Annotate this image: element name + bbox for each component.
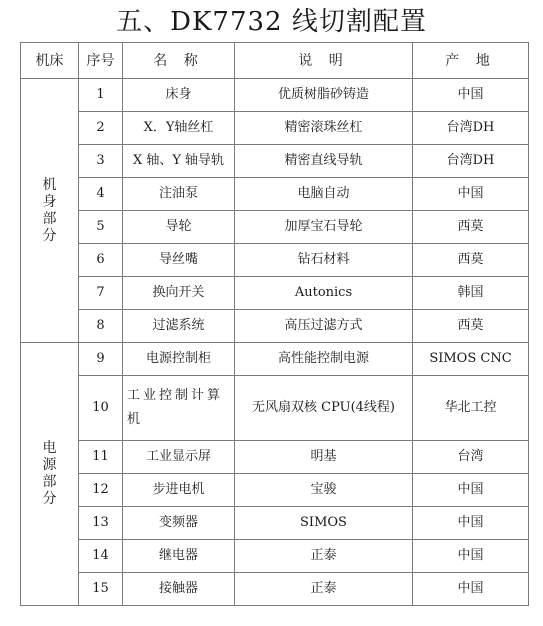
table-row <box>21 277 529 310</box>
row-number: 8 <box>79 310 123 343</box>
row-name: 电源控制柜 <box>123 343 235 376</box>
header-description: 说 明 <box>235 43 413 79</box>
row-origin: 台湾DH <box>413 145 529 178</box>
row-description: 明基 <box>235 441 413 474</box>
row-number: 3 <box>79 145 123 178</box>
header-machine-section: 机床 <box>21 43 79 79</box>
row-name: 注油泵 <box>123 178 235 211</box>
row-number: 14 <box>79 540 123 573</box>
row-description: 无风扇双核 CPU(4线程) <box>235 376 413 441</box>
row-origin: 西莫 <box>413 244 529 277</box>
table-row <box>21 211 529 244</box>
row-description: 精密直线导轨 <box>235 145 413 178</box>
row-origin: 韩国 <box>413 277 529 310</box>
row-origin: 中国 <box>413 178 529 211</box>
row-description: 高压过滤方式 <box>235 310 413 343</box>
row-description: 优质树脂砂铸造 <box>235 79 413 112</box>
table-row <box>21 112 529 145</box>
table-row <box>21 178 529 211</box>
row-number: 13 <box>79 507 123 540</box>
row-description: 正泰 <box>235 540 413 573</box>
header-serial-number: 序号 <box>79 43 123 79</box>
row-origin: SIMOS CNC <box>413 343 529 376</box>
row-origin: 中国 <box>413 79 529 112</box>
row-origin: 西莫 <box>413 310 529 343</box>
table-row <box>21 343 529 376</box>
table-row <box>21 507 529 540</box>
table-row <box>21 79 529 112</box>
row-name: 步进电机 <box>123 474 235 507</box>
row-name: X 轴、Y 轴导轨 <box>123 145 235 178</box>
row-description: 高性能控制电源 <box>235 343 413 376</box>
row-origin: 西莫 <box>413 211 529 244</box>
group-label-machine-body: 机身部分 <box>21 79 79 343</box>
row-name: 工业控制计算机 <box>123 376 235 441</box>
row-origin: 中国 <box>413 507 529 540</box>
row-name: 导轮 <box>123 211 235 244</box>
row-name: 工业显示屏 <box>123 441 235 474</box>
table-row <box>21 474 529 507</box>
row-description: Autonics <box>235 277 413 310</box>
row-number: 4 <box>79 178 123 211</box>
row-origin: 中国 <box>413 474 529 507</box>
row-number: 9 <box>79 343 123 376</box>
row-number: 11 <box>79 441 123 474</box>
row-origin: 华北工控 <box>413 376 529 441</box>
row-description: 正泰 <box>235 573 413 606</box>
row-name: 换向开关 <box>123 277 235 310</box>
header-origin: 产 地 <box>413 43 529 79</box>
header-item-name: 名 称 <box>123 43 235 79</box>
row-description: 宝骏 <box>235 474 413 507</box>
row-number: 15 <box>79 573 123 606</box>
row-origin: 中国 <box>413 540 529 573</box>
table-row <box>21 441 529 474</box>
table-row <box>21 540 529 573</box>
row-origin: 台湾DH <box>413 112 529 145</box>
row-name: 导丝嘴 <box>123 244 235 277</box>
row-number: 10 <box>79 376 123 441</box>
row-number: 1 <box>79 79 123 112</box>
row-number: 5 <box>79 211 123 244</box>
table-row <box>21 376 529 441</box>
group-label-power-supply: 电源部分 <box>21 343 79 606</box>
row-name: X．Y轴丝杠 <box>123 112 235 145</box>
row-origin: 中国 <box>413 573 529 606</box>
row-name: 床身 <box>123 79 235 112</box>
table-header-row <box>21 43 529 79</box>
row-description: 钻石材料 <box>235 244 413 277</box>
table-row <box>21 310 529 343</box>
table-row <box>21 573 529 606</box>
row-description: 加厚宝石导轮 <box>235 211 413 244</box>
row-number: 6 <box>79 244 123 277</box>
row-description: 电脑自动 <box>235 178 413 211</box>
table-row <box>21 145 529 178</box>
document-title: 五、DK7732 线切割配置 <box>116 7 427 37</box>
row-number: 12 <box>79 474 123 507</box>
configuration-table <box>20 42 529 606</box>
row-origin: 台湾 <box>413 441 529 474</box>
row-description: SIMOS <box>235 507 413 540</box>
row-name: 继电器 <box>123 540 235 573</box>
row-name: 接触器 <box>123 573 235 606</box>
row-description: 精密滚珠丝杠 <box>235 112 413 145</box>
row-number: 2 <box>79 112 123 145</box>
row-number: 7 <box>79 277 123 310</box>
row-name: 变频器 <box>123 507 235 540</box>
table-row <box>21 244 529 277</box>
row-name: 过滤系统 <box>123 310 235 343</box>
